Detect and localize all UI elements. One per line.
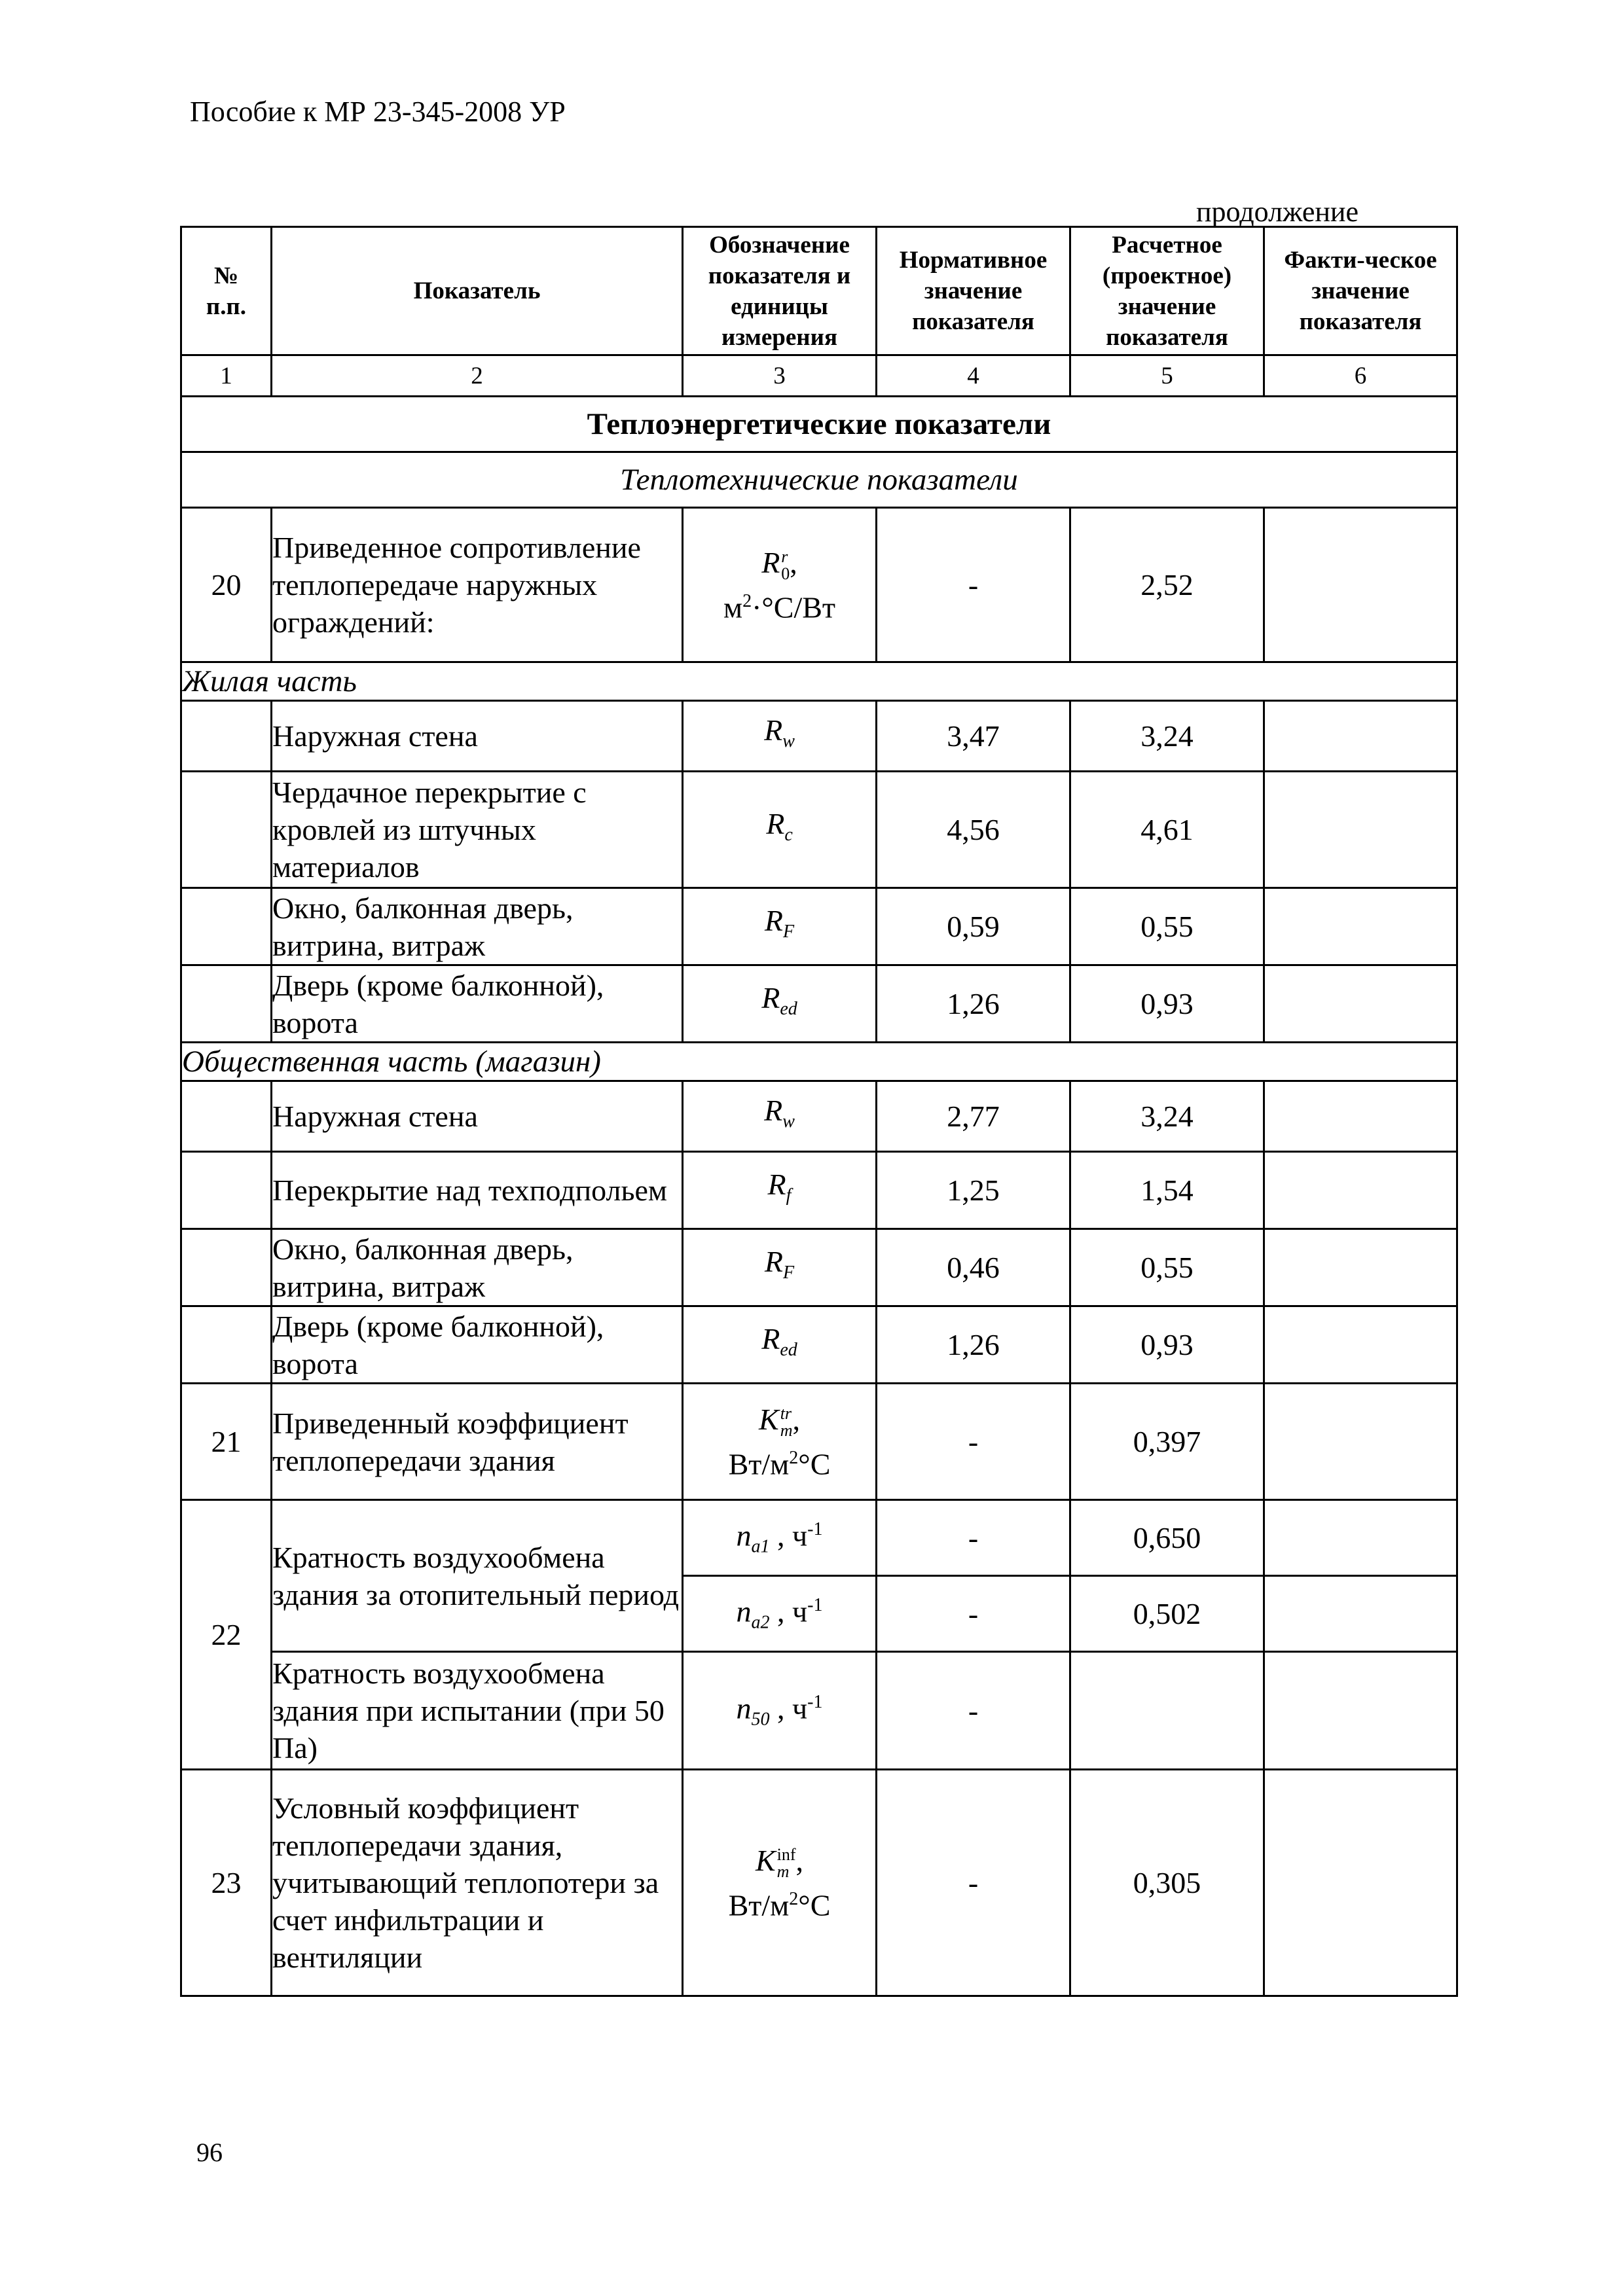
table-row [181,701,1457,772]
indicator-symbol: $R_w$ [683,701,877,772]
row-number: 21 [181,1384,272,1500]
indicator-name: Дверь (кроме балконной), ворота [272,1306,683,1384]
column-number: 6 [1264,355,1457,397]
actual-value [1264,965,1457,1043]
normative-value: 3,47 [877,701,1070,772]
indicator-symbol: $R_f$ [683,1152,877,1229]
calculated-value: 0,93 [1070,1306,1264,1384]
calculated-value: 2,52 [1070,508,1264,662]
row-number: 23 [181,1770,272,1996]
page-number: 96 [196,2138,223,2167]
actual-value [1264,1152,1457,1229]
indicator-name: Условный коэффициент теплопередачи здания, учитывающий теплопотери за счет инфильтрации и вентиляции [272,1770,683,1996]
calculated-value: 0,93 [1070,965,1264,1043]
normative-value: 1,26 [877,965,1070,1043]
document-header: Пособие к МР 23-345-2008 УР [190,96,566,128]
actual-value [1264,701,1457,772]
indicator-name: Окно, балконная дверь, витрина, витраж [272,1229,683,1306]
indicator-symbol: $n_{a2}$ , $ч^{-1}$ [683,1576,877,1652]
section-row [181,397,1457,452]
table-row [181,772,1457,888]
group-title-public: Общественная часть (магазин) [181,1043,1457,1081]
header-calculated: Расчетное (проектное) значение показателя [1070,227,1264,355]
indicator-name: Чердачное перекрытие с кровлей из штучных материалов [272,772,683,888]
indicator-symbol: $R_F$ [683,1229,877,1306]
actual-value [1264,1500,1457,1576]
actual-value [1264,888,1457,965]
normative-value: - [877,1384,1070,1500]
actual-value [1264,1576,1457,1652]
table-row [181,1652,1457,1770]
column-number: 4 [877,355,1070,397]
column-numbers-row [181,355,1457,397]
calculated-value: 0,305 [1070,1770,1264,1996]
calculated-value: 1,54 [1070,1152,1264,1229]
indicator-name: Приведенный коэффициент теплопередачи здания [272,1384,683,1500]
actual-value [1264,1081,1457,1152]
column-number: 2 [272,355,683,397]
actual-value [1264,1652,1457,1770]
normative-value: 1,26 [877,1306,1070,1384]
column-number: 5 [1070,355,1264,397]
table-row [181,965,1457,1043]
indicators-table [180,226,1458,1997]
calculated-value [1070,1652,1264,1770]
header-normative: Нормативное значение показателя [877,227,1070,355]
group-row [181,1043,1457,1081]
header-actual: Факти-ческое значение показателя [1264,227,1457,355]
indicator-name: Окно, балконная дверь, витрина, витраж [272,888,683,965]
indicator-name: Наружная стена [272,1081,683,1152]
continued-label: продолжение [1195,196,1359,228]
indicator-name: Наружная стена [272,701,683,772]
table-row [181,1229,1457,1306]
normative-value: - [877,508,1070,662]
normative-value: 0,59 [877,888,1070,965]
indicator-symbol: $n_{50}$ , $ч^{-1}$ [683,1652,877,1770]
indicator-symbol: K inf m , $Вт/м^2^\circ С$ [683,1770,877,1996]
header-number: № п.п. [181,227,272,355]
normative-value: - [877,1652,1070,1770]
column-number: 3 [683,355,877,397]
calculated-value: 0,55 [1070,1229,1264,1306]
indicator-symbol: R r 0 , $м^2\cdot^\circ С/Вт$ [683,508,877,662]
group-title-residential: Жилая часть [181,662,1457,701]
indicator-name: Дверь (кроме балконной), ворота [272,965,683,1043]
calculated-value: 0,55 [1070,888,1264,965]
normative-value: 1,25 [877,1152,1070,1229]
calculated-value: 4,61 [1070,772,1264,888]
calculated-value: 0,397 [1070,1384,1264,1500]
indicator-symbol: $n_{a1}$ , $ч^{-1}$ [683,1500,877,1576]
calculated-value: 3,24 [1070,701,1264,772]
actual-value [1264,508,1457,662]
subsection-row [181,452,1457,508]
actual-value [1264,1770,1457,1996]
table-row [181,1152,1457,1229]
header-row [181,227,1457,355]
actual-value [1264,1229,1457,1306]
indicator-name: Кратность воздухообмена здания за отопительный период [272,1500,683,1652]
normative-value: - [877,1576,1070,1652]
table-row [181,888,1457,965]
group-row [181,662,1457,701]
calculated-value: 3,24 [1070,1081,1264,1152]
normative-value: 4,56 [877,772,1070,888]
column-number: 1 [181,355,272,397]
table-row [181,1770,1457,1996]
indicator-name: Кратность воздухообмена здания при испытании (при 50 Па) [272,1652,683,1770]
table-row [181,1500,1457,1576]
indicator-name: Приведенное сопротивление теплопередаче наружных ограждений: [272,508,683,662]
normative-value: 0,46 [877,1229,1070,1306]
section-title: Теплоэнергетические показатели [181,397,1457,452]
actual-value [1264,772,1457,888]
table-row [181,1306,1457,1384]
actual-value [1264,1306,1457,1384]
subsection-title: Теплотехнические показатели [181,452,1457,508]
row-number: 22 [181,1500,272,1770]
table-row [181,1384,1457,1500]
table-row [181,1081,1457,1152]
indicator-symbol: $R_w$ [683,1081,877,1152]
calculated-value: 0,502 [1070,1576,1264,1652]
normative-value: - [877,1770,1070,1996]
indicator-symbol: $R_F$ [683,888,877,965]
header-symbol: Обозначение показателя и единицы измерения [683,227,877,355]
normative-value: 2,77 [877,1081,1070,1152]
indicator-name: Перекрытие над техподпольем [272,1152,683,1229]
indicator-symbol: $R_{ed}$ [683,1306,877,1384]
calculated-value: 0,650 [1070,1500,1264,1576]
indicator-symbol: K tr m , $Вт/м^2^\circ С$ [683,1384,877,1500]
row-number: 20 [181,508,272,662]
table-row [181,508,1457,662]
indicator-symbol: $R_c$ [683,772,877,888]
normative-value: - [877,1500,1070,1576]
actual-value [1264,1384,1457,1500]
header-indicator: Показатель [272,227,683,355]
indicator-symbol: $R_{ed}$ [683,965,877,1043]
